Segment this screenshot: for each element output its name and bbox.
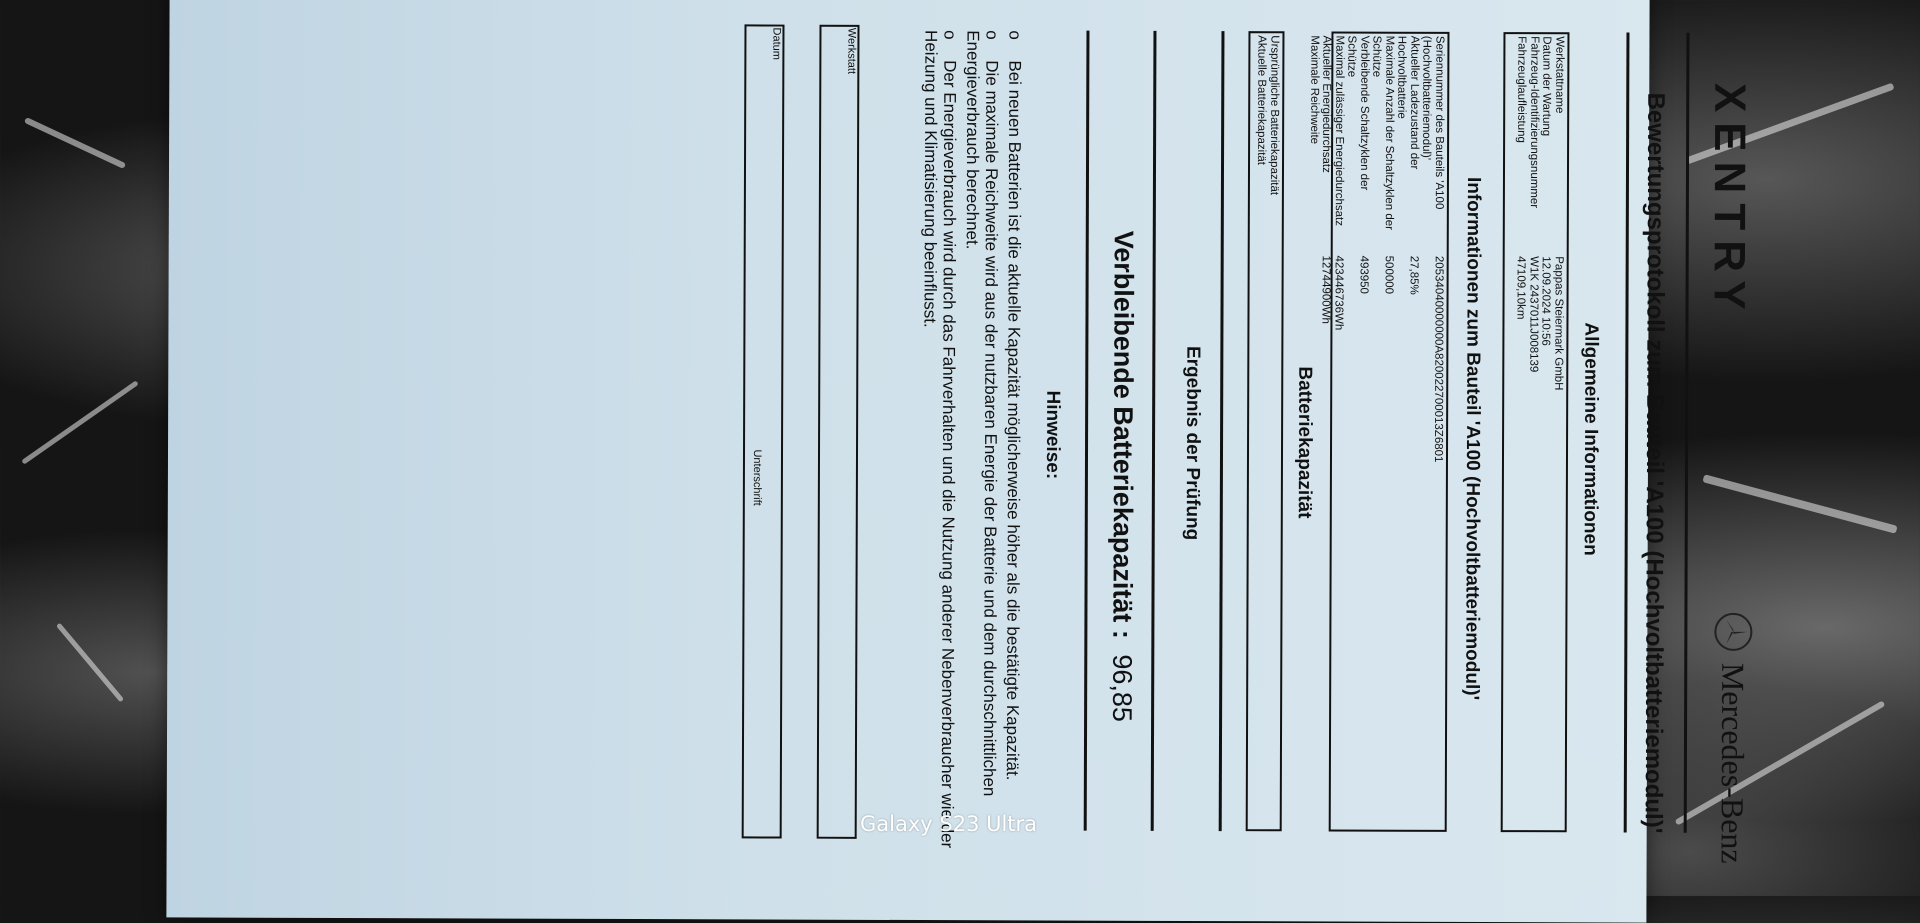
capacity-table [1246, 31, 1285, 831]
section-heading-capacity: Batteriekapazität [1293, 366, 1316, 519]
section-heading-notes: Hinweise: [1041, 390, 1064, 480]
table-row: Datum der Wartung 12.09.2024 10:56 [1539, 36, 1553, 346]
remaining-capacity-label: Verbleibende Batteriekapazität : [1107, 230, 1139, 639]
brand-name: Mercedes-Benz [1715, 662, 1752, 864]
remaining-capacity [1106, 231, 1139, 722]
list-item: oBei neuen Batterien ist die aktuelle Kapazität möglicherweise höher als die bestätigte Kapazität. [1002, 30, 1025, 781]
table-row: Verbleibende Schaltzyklen der Schütze 493950 [1345, 35, 1371, 294]
section-heading-general: Allgemeine Informationen [1579, 322, 1602, 556]
list-item: oDer Energieverbrauch wird durch das Fahrverhalten und die Nutzung anderer Nebenverbraucher wie der Heizung und Klimatisierung beeinflusst. [920, 30, 960, 849]
marble-vein [24, 117, 126, 169]
table-row: Ursprüngliche Batteriekapazität [1267, 35, 1281, 196]
table-row: Fahrzeug-Identifizierungsnummer W1K 2437011J008139 [1527, 36, 1541, 373]
table-row: Fahrzeuglaufleistung 47109,10km [1514, 36, 1528, 320]
component-info-table [1308, 31, 1450, 831]
table-row: Aktueller Ladezustand der Hochvoltbatterie 27,85% [1395, 35, 1421, 295]
table-row: Werkstattname Pappas Steiermark GmbH [1552, 36, 1566, 391]
xentry-logo: XENTRY [1704, 82, 1755, 320]
table-row: Maximale Anzahl der Schaltzyklen der Schütze 500000 [1370, 35, 1396, 295]
general-info-table [1501, 32, 1570, 832]
marble-vein [21, 380, 139, 464]
table-row: Maximale Reichweite [1308, 35, 1321, 145]
divider [1084, 31, 1090, 831]
section-heading-component: Informationen zum Bauteil 'A100 (Hochvoltbatteriemodul)' [1461, 176, 1484, 701]
marble-vein [56, 623, 124, 703]
divider [1151, 31, 1157, 831]
workshop-label: Werkstatt [845, 27, 858, 75]
table-row: Seriennummer des Bauteils 'A100 (Hochvoltbatteriemodul)' 20534040000000A820022700013Z6801 [1420, 35, 1446, 463]
section-heading-result: Ergebnis der Prüfung [1181, 345, 1204, 541]
signature-label: Unterschrift [750, 449, 764, 506]
table-row: Aktueller Energiedurchsatz 12744900Wh [1319, 35, 1333, 324]
date-signature-box [742, 24, 785, 838]
table-row: Aktuelle Batteriekapazität [1255, 35, 1268, 166]
divider [1219, 31, 1225, 831]
notes-list [919, 30, 1025, 850]
document-page [341, 8, 1784, 893]
divider [1624, 33, 1630, 833]
divider [1684, 33, 1690, 833]
list-item: oDie maximale Reichweite wird aus der nutzbaren Energie der Batterie und dem durchschnittlichen Energieverbrauch berechnet. [962, 30, 1002, 797]
workshop-box [817, 25, 860, 839]
date-label: Datum [770, 27, 783, 60]
brand-logo [1714, 613, 1753, 864]
camera-watermark: Galaxy S23 Ultra [860, 812, 1038, 836]
remaining-capacity-value: 96,85 [1107, 654, 1138, 723]
page-title: Bewertungsprotokoll zum Bauteil 'A100 (Hochvoltbatteriemodul)' [1639, 92, 1670, 834]
paper-sheet [166, 0, 1755, 923]
mercedes-star-icon [1714, 613, 1752, 651]
table-row: Maximal zulässiger Energiedurchsatz 423446736Wh [1332, 35, 1346, 331]
